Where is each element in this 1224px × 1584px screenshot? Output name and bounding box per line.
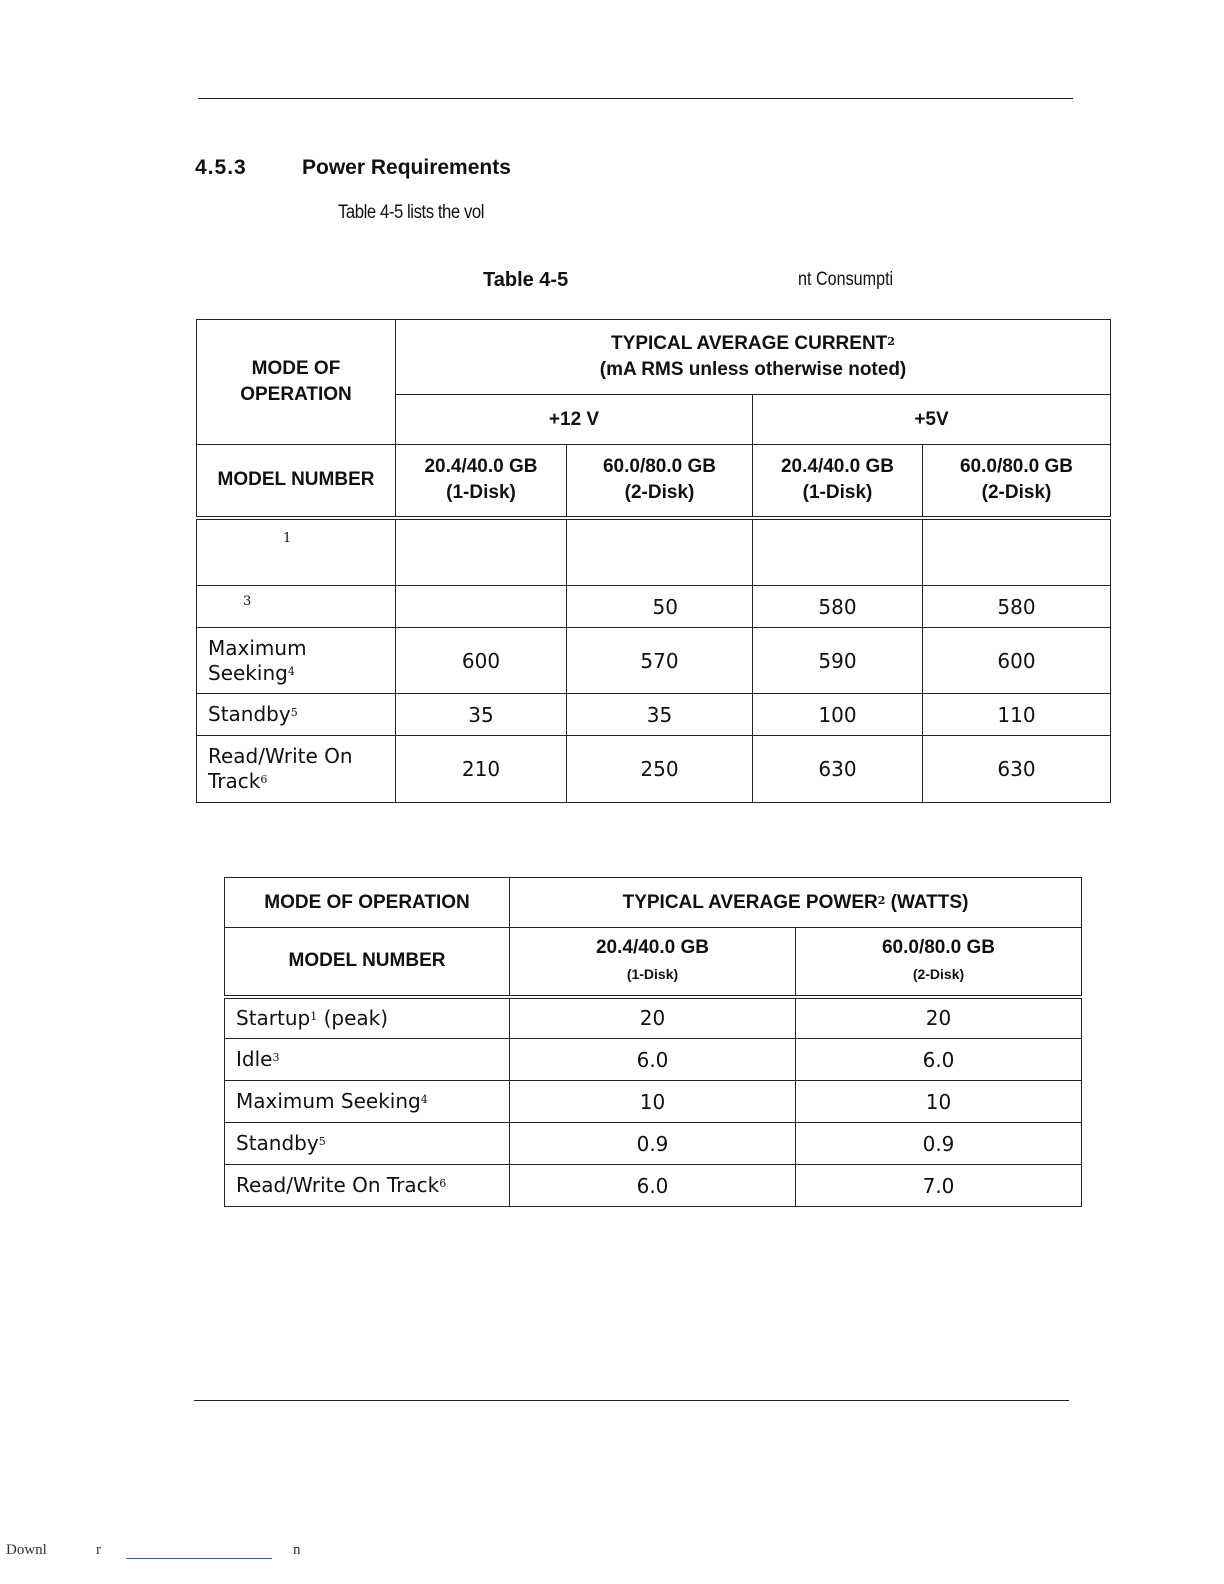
table-caption-text: nt Consumpti: [798, 269, 894, 290]
table-row: [197, 736, 1111, 803]
current-subheader: (mA RMS unless otherwise noted): [599, 359, 907, 380]
value-cell: 580: [923, 586, 1111, 628]
row-label-text: Read/Write On Track: [208, 744, 353, 793]
row-label-sup: 3: [243, 594, 252, 609]
row-label: [225, 1081, 510, 1123]
table-row: [225, 997, 1082, 1039]
model-number-header: MODEL NUMBER: [225, 928, 510, 997]
row-label-text: Read/Write On Track: [236, 1173, 440, 1197]
row-label: [225, 1165, 510, 1207]
model-capacity: 20.4/40.0 GB: [595, 937, 710, 959]
mode-of-operation-header: MODE OF OPERATION: [225, 878, 510, 928]
row-label: [197, 628, 396, 694]
model-capacity: 60.0/80.0 GB: [881, 937, 996, 959]
model-disks: (1-Disk): [802, 482, 873, 504]
value-cell: 600: [923, 628, 1111, 694]
row-label: [197, 586, 396, 628]
value-cell: 630: [753, 736, 923, 803]
model-disks: (1-Disk): [626, 966, 679, 983]
current-header-text: TYPICAL AVERAGE CURRENT: [611, 333, 888, 354]
row-label-sup: 1: [310, 1009, 318, 1023]
row-label-sup: 5: [318, 1135, 326, 1148]
footer-text-1: Downl: [6, 1542, 47, 1558]
value-cell: 590: [753, 628, 923, 694]
value-cell: 10: [796, 1081, 1082, 1123]
footer-text-3: n: [293, 1542, 301, 1558]
value-cell: 7.0: [796, 1165, 1082, 1207]
value-cell: 10: [510, 1081, 796, 1123]
row-label-text: Standby: [208, 702, 291, 726]
value-cell: 210: [396, 736, 567, 803]
current-table: [196, 319, 1111, 803]
row-label-sup: 5: [290, 706, 298, 719]
row-label-sup: 4: [420, 1093, 428, 1106]
model-capacity: 60.0/80.0 GB: [602, 456, 717, 478]
current-header-sup: 2: [887, 335, 895, 348]
table-row: [225, 1039, 1082, 1081]
model-col-header: [796, 928, 1082, 997]
row-label: [197, 736, 396, 803]
value-cell: 250: [567, 736, 753, 803]
value-cell: 0.9: [510, 1123, 796, 1165]
section-title: Power Requirements: [302, 156, 511, 179]
voltage-5v-header: +5V: [753, 395, 1111, 445]
header-rule: [198, 98, 1073, 99]
model-disks: (2-Disk): [624, 482, 695, 504]
value-cell: [396, 586, 567, 628]
typical-current-header: [396, 320, 1111, 395]
table-row: [225, 1165, 1082, 1207]
row-label-text: Standby: [236, 1131, 319, 1155]
row-label: [225, 1123, 510, 1165]
row-label-sup: 6: [260, 773, 268, 786]
row-label-text: Idle: [236, 1047, 273, 1071]
value-cell: 110: [923, 694, 1111, 736]
value-cell: 570: [567, 628, 753, 694]
section-heading: [195, 156, 511, 180]
section-number: 4.5.3: [195, 156, 247, 179]
model-col-header: [510, 928, 796, 997]
row-label: [225, 997, 510, 1039]
power-table: [224, 877, 1082, 1207]
table-row: [197, 586, 1111, 628]
value-cell: 50: [567, 586, 753, 628]
value-cell: [753, 518, 923, 586]
model-col-header: [567, 445, 753, 518]
model-col-header: [753, 445, 923, 518]
row-label: [197, 518, 396, 586]
power-header-sup: 2: [877, 893, 886, 907]
mode-of-operation-header: [197, 320, 396, 445]
table-caption-label: Table 4-5: [483, 269, 569, 291]
value-cell: 6.0: [510, 1039, 796, 1081]
value-cell: 35: [396, 694, 567, 736]
table-row: [225, 1123, 1082, 1165]
value-cell: 6.0: [510, 1165, 796, 1207]
table-row: [197, 628, 1111, 694]
model-capacity: 20.4/40.0 GB: [424, 456, 538, 478]
value-cell: 630: [923, 736, 1111, 803]
table-row: [197, 694, 1111, 736]
value-cell: 100: [753, 694, 923, 736]
model-capacity: 20.4/40.0 GB: [780, 456, 895, 478]
value-cell: [923, 518, 1111, 586]
row-label-text: Maximum Seeking: [236, 1089, 421, 1113]
row-label-text: Maximum Seeking: [208, 635, 307, 685]
value-cell: [567, 518, 753, 586]
value-cell: 20: [510, 997, 796, 1039]
model-col-header: [396, 445, 567, 518]
typical-power-header: [510, 878, 1082, 928]
model-disks: (2-Disk): [981, 482, 1052, 504]
row-label-sup: 3: [272, 1051, 280, 1064]
row-label-sup: 4: [287, 664, 295, 678]
model-disks: (2-Disk): [912, 966, 965, 983]
value-cell: 600: [396, 628, 567, 694]
model-capacity: 60.0/80.0 GB: [959, 456, 1074, 478]
value-cell: 580: [753, 586, 923, 628]
value-cell: 0.9: [796, 1123, 1082, 1165]
row-label-text: Startup: [236, 1005, 311, 1030]
footer-rule: [194, 1400, 1069, 1401]
power-header-unit: (WATTS): [890, 891, 969, 913]
row-label-sup: 1: [283, 530, 292, 546]
value-cell: 20: [796, 997, 1082, 1039]
power-header-text: TYPICAL AVERAGE POWER: [622, 891, 878, 913]
voltage-12v-header: +12 V: [396, 395, 753, 445]
footer-link[interactable]: [126, 1558, 272, 1559]
value-cell: 35: [567, 694, 753, 736]
table-row: [197, 518, 1111, 586]
row-label-sup: 6: [439, 1177, 447, 1190]
value-cell: [396, 518, 567, 586]
value-cell: 6.0: [796, 1039, 1082, 1081]
model-disks: (1-Disk): [446, 482, 516, 504]
mode-header-text: MODE OF OPERATION: [240, 358, 352, 405]
model-number-header: MODEL NUMBER: [197, 445, 396, 518]
row-label-suffix: (peak): [317, 1005, 389, 1030]
row-label: [197, 694, 396, 736]
model-col-header: [923, 445, 1111, 518]
intro-text: Table 4-5 lists the vol: [338, 202, 485, 223]
row-label: [225, 1039, 510, 1081]
footer-text-2: r: [96, 1542, 101, 1558]
table-row: [225, 1081, 1082, 1123]
